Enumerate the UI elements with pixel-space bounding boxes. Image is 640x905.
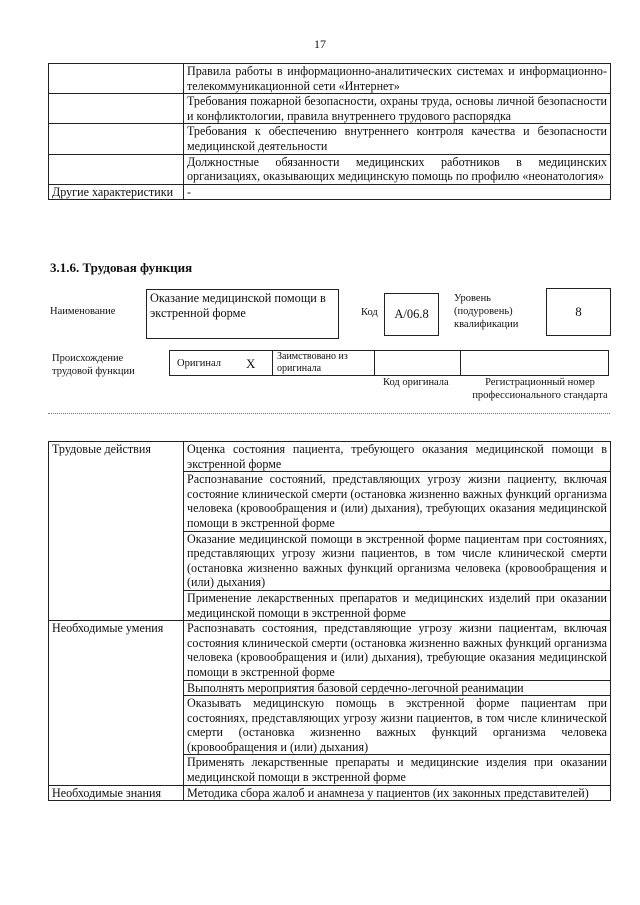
row-label bbox=[49, 94, 184, 124]
separator-line bbox=[48, 413, 610, 414]
origin-label: Происхождение трудовой функции bbox=[52, 353, 135, 377]
table-row bbox=[49, 442, 611, 472]
table-row bbox=[49, 64, 611, 94]
table-row bbox=[49, 621, 611, 680]
level-label: Уровень (подуровень) квалификации bbox=[454, 293, 519, 330]
row-label bbox=[49, 124, 184, 154]
list-item: Распознавание состояний, представляющих угрозу жизни пациенту, включая состояние клинической смерти (остановка жизненно важных функций организма человека (кровообращения и (или) дыхания), требующих оказания медицинской помощи в экстренной форме bbox=[184, 472, 611, 531]
row-label bbox=[49, 154, 184, 184]
table-row bbox=[49, 124, 611, 154]
row-text: Правила работы в информационно-аналитических системах и информационно-телекоммуникационной сети «Интернет» bbox=[184, 64, 611, 94]
function-name-value: Оказание медицинской помощи в экстренной форме bbox=[150, 291, 326, 320]
list-item: Распознавать состояния, представляющие угрозу жизни пациентам, включая состояния клинической смерти (остановка жизненно важных функций организма человека (кровообращения и (или) дыхания), требующие оказания медицинской помощи в экстренной форме bbox=[184, 621, 611, 680]
main-table bbox=[48, 441, 611, 801]
group-title-knowledge: Необходимые знания bbox=[49, 785, 184, 801]
code-label: Код bbox=[361, 307, 378, 318]
reg-number-cell bbox=[461, 350, 609, 376]
list-item: Применять лекарственные препараты и медицинские изделия при оказании медицинской помощи в экстренной форме bbox=[184, 755, 611, 785]
level-value: 8 bbox=[575, 304, 582, 319]
section-title: 3.1.6. Трудовая функция bbox=[50, 260, 193, 275]
list-item: Методика сбора жалоб и анамнеза у пациентов (их законных представителей) bbox=[184, 785, 611, 801]
list-item: Применение лекарственных препаратов и медицинских изделий при оказании медицинской помощи в экстренной форме bbox=[184, 590, 611, 620]
borrowed-cell bbox=[273, 350, 375, 376]
table-row bbox=[49, 94, 611, 124]
top-table bbox=[48, 63, 611, 200]
reg-number-label: Регистрационный номер профессионального стандарта bbox=[472, 377, 608, 401]
original-cell bbox=[169, 350, 273, 376]
list-item: Оценка состояния пациента, требующего оказания медицинской помощи в экстренной форме bbox=[184, 442, 611, 472]
original-label: Оригинал bbox=[177, 358, 221, 369]
other-characteristics-label: Другие характеристики bbox=[49, 184, 184, 200]
row-text: Требования пожарной безопасности, охраны труда, основы личной безопасности и конфликтологии, правила внутреннего трудового распорядка bbox=[184, 94, 611, 124]
borrowed-label: Заимствовано из оригинала bbox=[277, 351, 348, 374]
group-title-skills: Необходимые умения bbox=[49, 621, 184, 786]
origin-row bbox=[169, 350, 631, 376]
group-title-actions: Трудовые действия bbox=[49, 442, 184, 621]
function-name-box bbox=[146, 289, 339, 339]
code-value: A/06.8 bbox=[394, 307, 429, 321]
table-row bbox=[49, 154, 611, 184]
code-value-box bbox=[384, 293, 439, 336]
level-value-box bbox=[546, 288, 611, 336]
list-item: Оказание медицинской помощи в экстренной форме пациентам при состояниях, представляющих угрозу жизни пациентов, в том числе клинической смерти (остановка жизненно важных функций организма человека (кровообращения и (или) дыхания) bbox=[184, 531, 611, 590]
code-original-cell bbox=[375, 350, 461, 376]
original-mark: X bbox=[246, 356, 256, 371]
code-original-label: Код оригинала bbox=[383, 377, 449, 388]
row-text: Должностные обязанности медицинских работников в медицинских организациях, оказывающих медицинскую помощь по профилю «неонатология» bbox=[184, 154, 611, 184]
table-row bbox=[49, 184, 611, 200]
list-item: Оказывать медицинскую помощь в экстренной форме пациентам при состояниях, представляющих угрозу жизни пациентов, в том числе клинической смерти (остановка жизненно важных функций организма человека (кровообращения и (или) дыхания) bbox=[184, 696, 611, 755]
list-item: Выполнять мероприятия базовой сердечно-легочной реанимации bbox=[184, 680, 611, 696]
page-number: 17 bbox=[314, 37, 326, 51]
row-text: Требования к обеспечению внутреннего контроля качества и безопасности медицинской деятельности bbox=[184, 124, 611, 154]
name-label: Наименование bbox=[50, 306, 116, 317]
other-characteristics-value: - bbox=[184, 184, 611, 200]
row-label bbox=[49, 64, 184, 94]
table-row bbox=[49, 785, 611, 801]
